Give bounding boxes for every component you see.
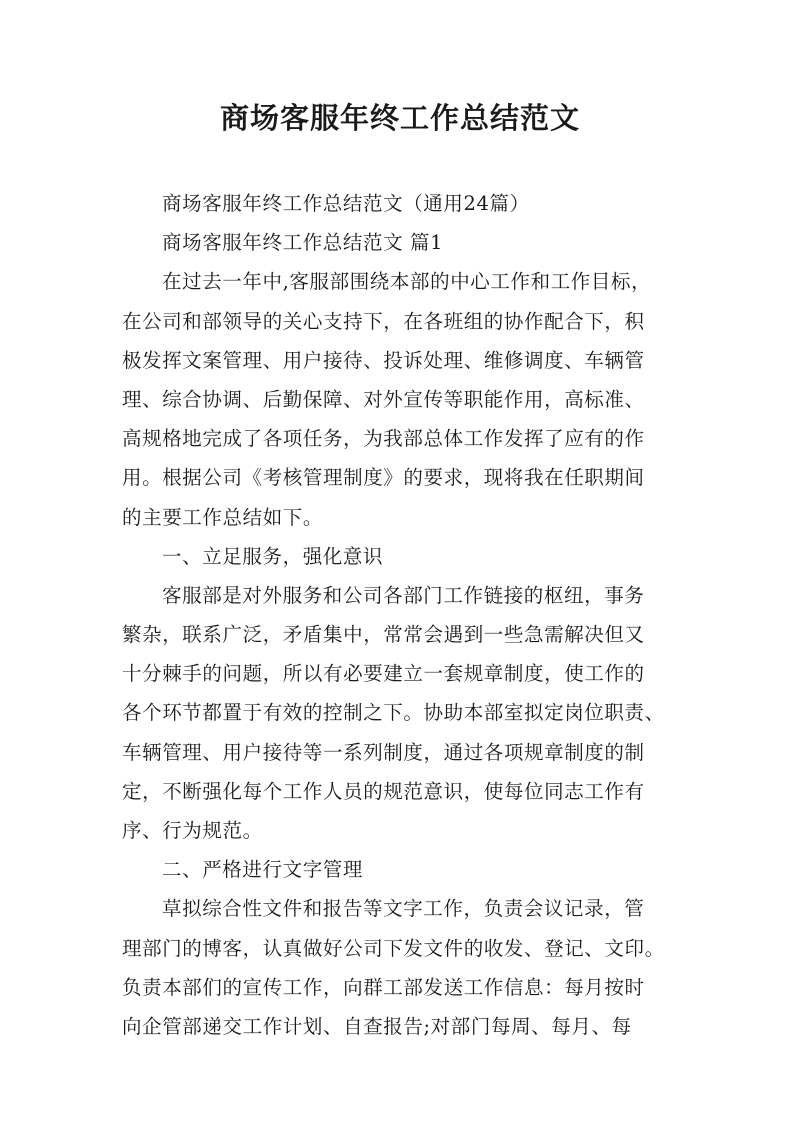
text-line: 在过去一年中,客服部围绕本部的中心工作和工作目标， (162, 270, 652, 294)
text-line: 商场客服年终工作总结范文 篇1 (162, 231, 444, 255)
text-line: 草拟综合性文件和报告等文字工作，负责会议记录，管 (162, 897, 645, 921)
text-line: 车辆管理、用户接待等一系列制度，通过各项规章制度的制 (122, 740, 645, 764)
text-line: 二、严格进行文字管理 (162, 858, 364, 882)
text-line: 用。根据公司《考核管理制度》的要求，现将我在任职期间 (122, 466, 645, 490)
text-line: 一、立足服务，强化意识 (162, 544, 384, 568)
text-line: 客服部是对外服务和公司各部门工作链接的枢纽，事务 (162, 583, 645, 607)
text-line: 高规格地完成了各项任务，为我部总体工作发挥了应有的作 (122, 427, 645, 451)
text-line: 向企管部递交工作计划、自查报告;对部门每周、每月、每 (122, 1014, 632, 1038)
text-line: 序、行为规范。 (122, 819, 263, 842)
document-title: 商场客服年终工作总结范文 (219, 101, 580, 135)
text-line: 十分棘手的问题，所以有必要建立一套规章制度，使工作的 (122, 662, 645, 686)
text-line: 定，不断强化每个工作人员的规范意识，使每位同志工作有 (122, 779, 645, 803)
text-line: 极发挥文案管理、用户接待、投诉处理、维修调度、车辆管 (122, 348, 645, 372)
text-line: 的主要工作总结如下。 (122, 505, 324, 529)
text-line: 繁杂，联系广泛，矛盾集中，常常会遇到一些急需解决但又 (122, 623, 645, 647)
text-line: 理、综合协调、后勤保障、对外宣传等职能作用，高标准、 (122, 387, 645, 411)
text-line: 在公司和部领导的关心支持下，在各班组的协作配合下，积 (122, 309, 645, 333)
text-line: 负责本部们的宣传工作，向群工部发送工作信息：每月按时 (122, 975, 645, 999)
document-body (122, 184, 682, 1046)
text-line: 理部门的博客，认真做好公司下发文件的收发、登记、文印。 (122, 936, 665, 960)
text-line: 各个环节都置于有效的控制之下。协助本部室拟定岗位职责、 (122, 701, 665, 725)
text-line: 商场客服年终工作总结范文（通用24篇） (162, 192, 530, 215)
